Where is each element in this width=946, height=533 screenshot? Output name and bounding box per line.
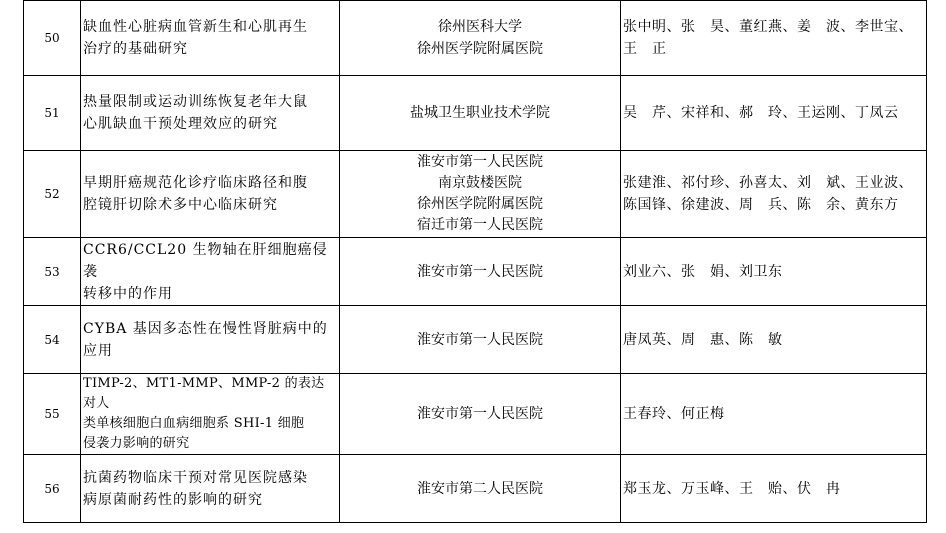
table-row <box>24 76 927 151</box>
row-number: 52 <box>24 151 81 238</box>
researchers: 吴 芹、宋祥和、郝 玲、王运刚、丁凤云 <box>621 76 927 151</box>
row-number: 54 <box>24 306 81 374</box>
institution: 淮安市第一人民医院 <box>340 238 621 306</box>
researchers: 郑玉龙、万玉峰、王 贻、伏 冉 <box>621 455 927 523</box>
institution: 盐城卫生职业技术学院 <box>340 76 621 151</box>
row-number: 56 <box>24 455 81 523</box>
row-number: 51 <box>24 76 81 151</box>
table-row <box>24 238 927 306</box>
table-row <box>24 151 927 238</box>
institution: 淮安市第二人民医院 <box>340 455 621 523</box>
table-row <box>24 306 927 374</box>
project-title: CYBA 基因多态性在慢性肾脏病中的 应用 <box>81 306 340 374</box>
researchers: 王春玲、何正梅 <box>621 374 927 455</box>
project-title: 抗菌药物临床干预对常见医院感染 病原菌耐药性的影响的研究 <box>81 455 340 523</box>
project-title: CCR6/CCL20 生物轴在肝细胞癌侵袭 转移中的作用 <box>81 238 340 306</box>
row-number: 50 <box>24 1 81 76</box>
institution: 徐州医科大学 徐州医学院附属医院 <box>340 1 621 76</box>
researchers: 刘业六、张 娟、刘卫东 <box>621 238 927 306</box>
table-row <box>24 1 927 76</box>
project-title: 热量限制或运动训练恢复老年大鼠 心肌缺血干预处理效应的研究 <box>81 76 340 151</box>
project-title: 缺血性心脏病血管新生和心肌再生 治疗的基础研究 <box>81 1 340 76</box>
institution: 淮安市第一人民医院 <box>340 306 621 374</box>
table-row <box>24 455 927 523</box>
projects-table <box>23 0 927 523</box>
institution: 淮安市第一人民医院 <box>340 374 621 455</box>
table-row <box>24 374 927 455</box>
project-title: TIMP-2、MT1-MMP、MMP-2 的表达对人 类单核细胞白血病细胞系 SHI-1 细胞 侵袭力影响的研究 <box>81 374 340 455</box>
researchers: 张中明、张 昊、董红燕、姜 波、李世宝、 王 正 <box>621 1 927 76</box>
researchers: 张建淮、祁付珍、孙喜太、刘 斌、王业波、 陈国锋、徐建波、周 兵、陈 余、黄东方 <box>621 151 927 238</box>
researchers: 唐凤英、周 惠、陈 敏 <box>621 306 927 374</box>
row-number: 55 <box>24 374 81 455</box>
row-number: 53 <box>24 238 81 306</box>
project-title: 早期肝癌规范化诊疗临床路径和腹 腔镜肝切除术多中心临床研究 <box>81 151 340 238</box>
institution: 淮安市第一人民医院 南京鼓楼医院 徐州医学院附属医院 宿迁市第一人民医院 <box>340 151 621 238</box>
